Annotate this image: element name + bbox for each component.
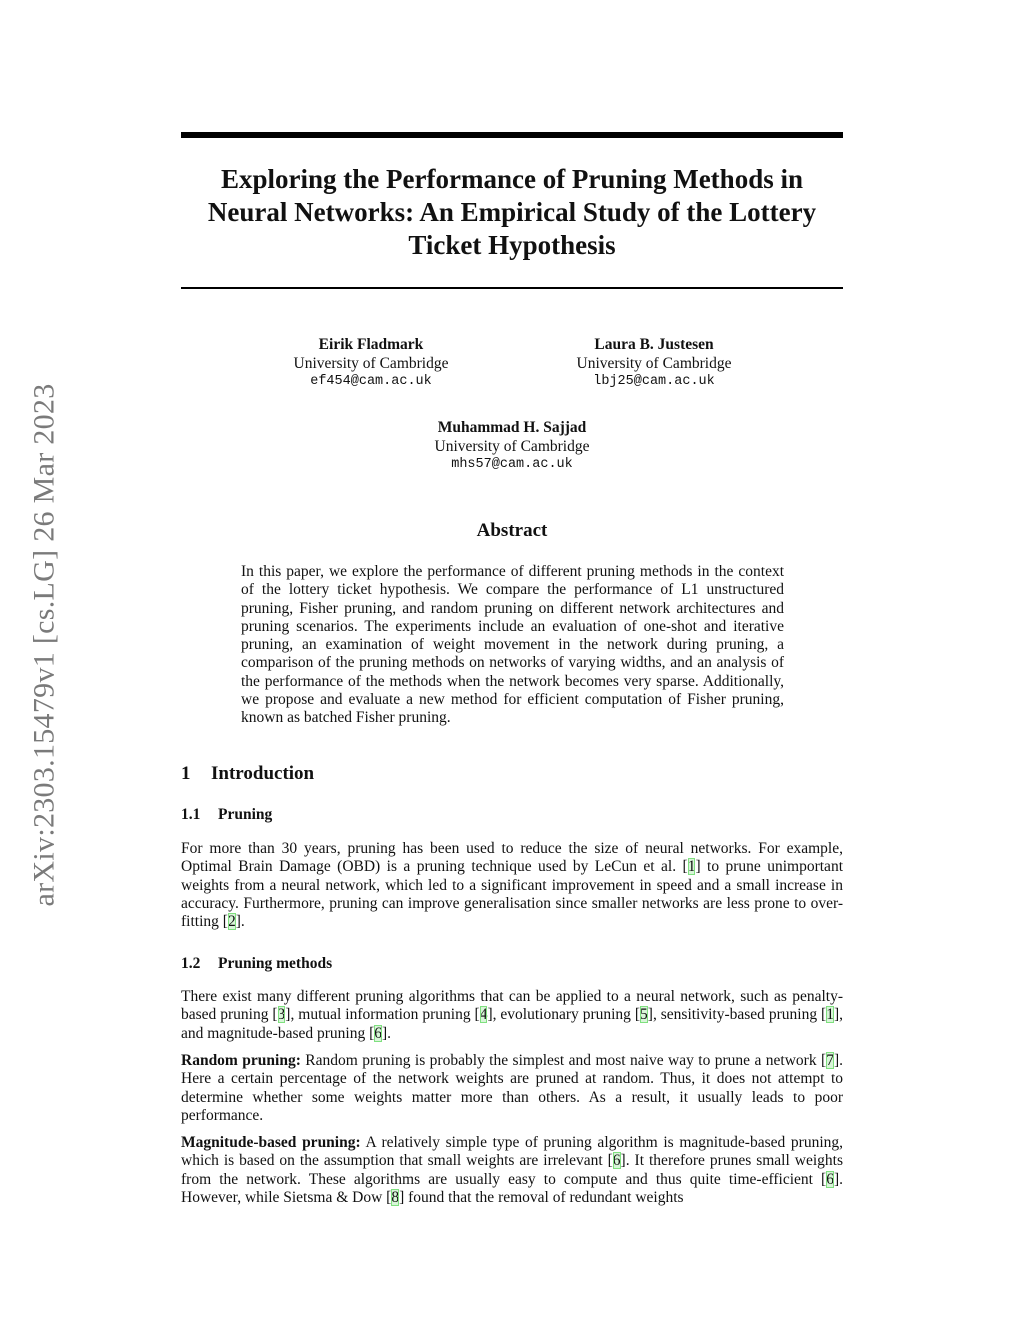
subsection-title: Pruning [218,806,273,823]
text-run: ], evolutionary pruning [ [487,1006,641,1024]
arxiv-identifier: arXiv:2303.15479v1 [cs.LG] 26 Mar 2023 [27,383,61,907]
citation-link[interactable]: 1 [826,1006,834,1024]
title-top-rule [181,132,843,138]
subsection-heading-pruning-methods [181,955,332,973]
author-affiliation: University of Cambridge [576,354,732,372]
citation-link[interactable]: 8 [391,1188,400,1206]
subsection-title: Pruning methods [218,955,333,972]
author-affiliation: University of Cambridge [434,437,590,455]
author-name: Laura B. Justesen [594,336,714,353]
citation-link[interactable]: 5 [640,1006,648,1024]
citation-link[interactable]: 2 [227,913,236,931]
citation-link[interactable]: 6 [826,1170,834,1188]
text-run: ]. [235,913,245,931]
citation-link[interactable]: 6 [612,1152,621,1170]
text-run: A relatively simple type of pruning algorithm is magnitude-based pruning, which is based on the assumption that small weights are irrelevant [ [181,1134,843,1170]
abstract-heading: Abstract [476,520,548,541]
title-bottom-rule [181,287,843,289]
citation-link[interactable]: 4 [479,1006,488,1024]
paragraph-lead: Random pruning: [181,1052,301,1069]
paragraph-pruning-intro [181,840,843,931]
subsection-heading-pruning [181,806,272,824]
author-block-2 [504,336,804,392]
author-email[interactable]: ef454@cam.ac.uk [310,374,432,389]
paper-title: Exploring the Performance of Pruning Methods in Neural Networks: An Empirical Study of the Lottery Ticket Hypothesis [207,164,817,260]
paragraph-random-pruning [181,1052,843,1125]
citation-link[interactable]: 6 [374,1024,383,1042]
section-heading-introduction [181,763,314,785]
text-run: ]. However, while Sietsma & Dow [ [181,1170,843,1206]
author-block-3 [362,419,662,475]
section-number: 1 [181,763,191,784]
text-run: ] found that the removal of redundant weights [399,1188,684,1206]
author-email[interactable]: mhs57@cam.ac.uk [451,457,573,472]
author-name: Eirik Fladmark [318,336,424,353]
text-run: ], mutual information pruning [ [285,1006,480,1024]
text-run: ], sensitivity-based pruning [ [647,1006,827,1024]
author-block-1 [221,336,521,392]
author-name: Muhammad H. Sajjad [437,419,587,436]
author-email[interactable]: lbj25@cam.ac.uk [593,374,715,389]
text-run: Random pruning is probably the simplest and most naive way to prune a network [ [300,1052,827,1069]
text-run: ]. [382,1024,392,1042]
section-title: Introduction [211,763,315,784]
abstract-text: In this paper, we explore the performance of different pruning methods in the context of the lottery ticket hypothesis. We compare the performance of L1 unstructured pruning, Fisher pruning, and random pruning on different network architectures and pruning scenarios. The experiments include an evaluation of one-shot and iterative pruning, an examination of weight movement in the network during pruning, a comparison of the pruning methods on networks of varying widths, and an analysis of the performance of the methods when the network becomes very sparse. Additionally, we propose and evaluate a new method for efficient computation of Fisher pruning, known as batched Fisher pruning. [241,563,784,727]
text-run: There exist many different pruning algorithms that can be applied to a neural network, such as penalty-based pruning [ [181,988,843,1024]
citation-link[interactable]: 1 [687,858,696,876]
citation-link[interactable]: 7 [826,1052,834,1069]
subsection-number: 1.1 [181,806,201,823]
text-run: ]. Here a certain percentage of the network weights are pruned at random. Thus, it does not attempt to determine whether some weights matter more than others. As a result, it usually leads to poor performance. [181,1052,843,1124]
text-run: For more than 30 years, pruning has been used to reduce the size of neural networks. For example, Optimal Brain Damage (OBD) is a pruning technique used by LeCun et al. [ [181,840,843,876]
paragraph-pruning-algorithms [181,988,843,1043]
text-run: ] to prune unimportant weights from a neural network, which led to a significant improvement in speed and a small increase in accuracy. Furthermore, pruning can improve generalisation since smaller networks are less prone to over-fitting [ [181,858,843,931]
subsection-number: 1.2 [181,955,201,972]
text-run: ]. It therefore prunes small weights from the network. These algorithms are usually easy to compute and thus quite time-efficient [ [181,1152,843,1188]
author-affiliation: University of Cambridge [293,354,449,372]
arxiv-side-stamp [24,350,64,940]
paragraph-magnitude-pruning [181,1134,843,1207]
paragraph-lead: Magnitude-based pruning: [181,1134,361,1151]
citation-link[interactable]: 3 [277,1006,286,1024]
text-run: ], and magnitude-based pruning [ [181,1006,843,1042]
